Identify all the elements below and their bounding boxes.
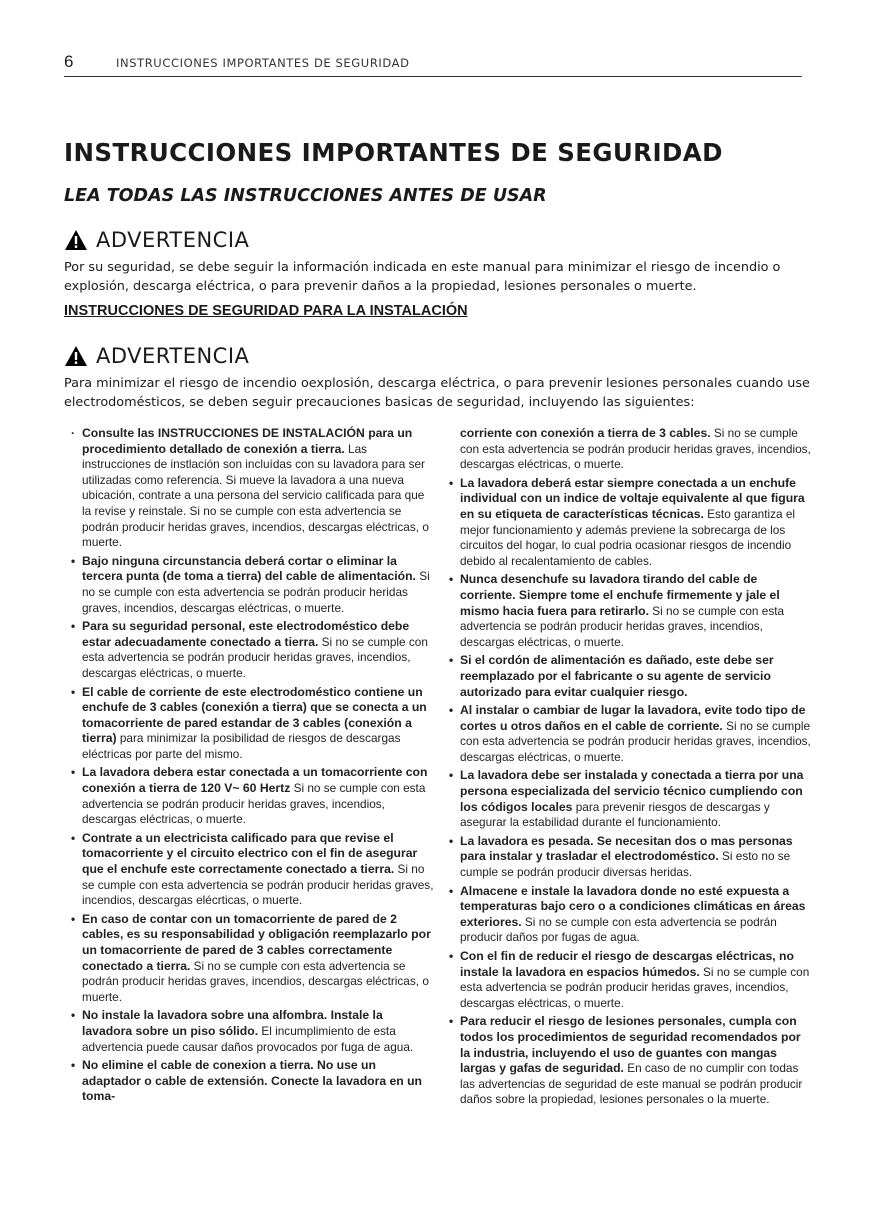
bullet-icon: •	[71, 684, 76, 699]
install-intro: Para minimizar el riesgo de incendio oexplosión, descarga eléctrica, o para prevenir lesiones personales cuando use electrodomésticos, se deben seguir precauciones basicas de seguridad, incluyendo las siguientes:	[64, 376, 810, 410]
item-text: Si no se cumple con esta advertencia se podrán producir heridas graves, incendios, descargas eléctricas, o muerte.	[460, 964, 810, 1010]
item-text: Si esto no se cumple se podrán producir diversas heridas.	[460, 849, 791, 880]
safety-list-item	[72, 1058, 434, 1105]
safety-list-item	[450, 653, 812, 700]
item-bold-text: Almacene e instale la lavadora donde no esté expuesta a temperaturas bajo cero o a condiciones climáticas en áreas exteriores.	[460, 883, 806, 929]
item-bold-text: Con el fin de reducir el riesgo de descargas eléctricas, no instale la lavadora en espacios húmedos.	[460, 949, 794, 979]
page-header	[64, 52, 802, 77]
safety-list-item	[72, 831, 434, 909]
item-bold-text: corriente con conexión a tierra de 3 cables.	[460, 426, 711, 440]
bullet-icon: •	[449, 572, 454, 587]
bullet-icon: •	[449, 703, 454, 718]
item-text: Si no se cumple con esta advertencia se podrán producir heridas graves, incendios, descargas eléctricas, o muerte.	[82, 569, 430, 615]
bullet-icon: •	[71, 1008, 76, 1023]
item-bold-text: Consulte las INSTRUCCIONES DE INSTALACIÓN para un procedimiento detallado de conexión a tierra.	[82, 426, 413, 456]
safety-intro: Por su seguridad, se debe seguir la información indicada en este manual para minimizar el riesgo de incendio o explosión, descarga eléctrica, o para prevenir daños a la propiedad, lesiones personales o muerte.	[64, 260, 781, 294]
safety-list-item	[450, 884, 812, 946]
item-text: para minimizar la posibilidad de riesgos de descargas eléctricas por parte del mismo.	[82, 731, 401, 761]
item-bold-text: La lavadora deberá estar siempre conectada a un enchufe individual con un indice de voltaje equivalente al que figura en su etiqueta de características técnicas.	[460, 475, 805, 521]
item-bold-text: Nunca desenchufe su lavadora tirando del cable de corriente. Siempre tome el enchufe firmemente y jale el mismo hacia fuera para retirarlo.	[460, 572, 780, 618]
bullet-icon: •	[71, 765, 76, 780]
bullet-icon: •	[449, 833, 454, 848]
safety-list-item-continued	[450, 426, 812, 473]
item-text: En caso de no cumplir con todas las advertencias de seguridad de este manual se podrán producir daños sobre la propiedad, lesiones personales o la muerte.	[460, 1061, 803, 1107]
item-bold-text: Al instalar o cambiar de lugar la lavadora, evite todo tipo de cortes u otros daños en el cable de corriente.	[460, 703, 806, 733]
item-bold-text: En caso de contar con un tomacorriente de pared de 2 cables, es su responsabilidad y obligación reemplazarlo por un tomacorriente de pared de 3 cables correctamente conectado a tierra.	[82, 911, 431, 973]
bullet-icon: •	[449, 768, 454, 783]
page-title: INSTRUCCIONES IMPORTANTES DE SEGURIDAD	[64, 138, 723, 167]
item-bold-text: Para su seguridad personal, este electrodoméstico debe estar adecuadamente conectado a tierra.	[82, 619, 410, 649]
item-bold-text: Si el cordón de alimentación es dañado, este debe ser reemplazado por el fabricante o su agente de servicio autorizado para evitar cualquier riesgo.	[460, 653, 774, 699]
item-text: Si no se cumple con esta advertencia se podrán producir heridas graves, incendios, descargas eléctricas, o muerte.	[460, 718, 811, 764]
bullet-icon: •	[449, 949, 454, 963]
bullet-icon: •	[449, 475, 454, 490]
safety-list-item	[72, 912, 434, 1006]
safety-list-item	[450, 768, 812, 830]
page-subtitle: LEA TODAS LAS INSTRUCCIONES ANTES DE USAR	[64, 186, 547, 206]
warning-label: ADVERTENCIA	[96, 228, 250, 252]
item-bold-text: La lavadora debe ser instalada y conectada a tierra por una persona especializada del servicio técnico cumpliendo con los códigos locales	[460, 768, 804, 814]
bullet-icon: •	[449, 653, 454, 668]
safety-list-item	[450, 949, 812, 1011]
warning-heading-2	[64, 344, 249, 368]
bullet-icon: ·	[71, 426, 75, 440]
safety-list-item	[450, 572, 812, 650]
item-text: Esto garantiza el mejor funcionamiento y además previene la sobrecarga de los circuitos del hogar, lo cual podria ocasionar riesgos de incendio debido al recalentamiento de cables.	[460, 506, 796, 568]
item-text: Las instrucciones de instlación son incluídas con su lavadora para ser utilizadas como referencia. Si mueve la lavadora a una nueva ubicación, contrate a una persona del servicio calificada para que la revise y reinstale. Si no se cumple con esta advertencia se podrán producir heridas graves, incendios, descargas eléctricas, o muerte.	[82, 441, 429, 550]
install-safety-heading: INSTRUCCIONES DE SEGURIDAD PARA LA INSTALACIÓN	[64, 303, 468, 319]
right-column	[450, 426, 812, 1111]
safety-list-item	[450, 1014, 812, 1108]
safety-list-item	[72, 1008, 434, 1055]
warning-triangle-icon	[64, 229, 88, 251]
bullet-icon: •	[71, 911, 76, 926]
item-text: Si no se cumple con esta advertencia se podrán producir daños por fugas de agua.	[460, 914, 777, 945]
bullet-icon: •	[71, 830, 76, 845]
safety-list-item	[450, 476, 812, 570]
item-text: El incumplimiento de esta advertencia puede causar daños provocados por fuga de agua.	[82, 1023, 414, 1054]
item-text: Si no se cumple con esta advertencia se podrán producir heridas graves, incendios, descargas eléctricas, o muerte.	[82, 634, 428, 680]
item-text: Si no se cumple con esta advertencia se podrán producir heridas graves, incendios, descargas eléctricas, o muerte.	[460, 426, 811, 472]
item-text: Si no se cumple con esta advertencia se podrán producir heridas graves, incendios, descargas eléctricas, o muerte.	[460, 603, 785, 649]
bullet-icon: •	[449, 1014, 454, 1029]
item-bold-text: La lavadora debera estar conectada a un tomacorriente con conexión a tierra de 120 V~ 60 Hertz	[82, 765, 428, 796]
item-text: Si no se cumple con esta advertencia se podrán producir heridas graves, incendios, descargas eléctricas, o muerte.	[82, 781, 426, 827]
safety-list-item	[72, 619, 434, 681]
item-bold-text: La lavadora es pesada. Se necesitan dos o mas personas para instalar y trasladar el electrodoméstico.	[460, 833, 793, 864]
safety-list-item	[72, 554, 434, 616]
warning-triangle-icon	[64, 345, 88, 367]
warning-heading-1	[64, 228, 249, 252]
safety-list-item	[72, 765, 434, 827]
item-bold-text: Para reducir el riesgo de lesiones personales, cumpla con todos los procedimientos de seguridad recomendados por la industria, incluyendo el uso de guantes con mangas largas y gafas de seguridad.	[460, 1014, 801, 1076]
left-column	[72, 426, 434, 1108]
item-text: Si no se cumple con esta advertencia se podrán producir heridas graves, incendios, descargas eléctricas, o muerte.	[82, 958, 429, 1004]
item-bold-text: Bajo ninguna circunstancia deberá cortar o eliminar la tercera punta (de toma a tierra) del cable de alimentación.	[82, 553, 416, 584]
warning-label: ADVERTENCIA	[96, 344, 250, 368]
item-bold-text: El cable de corriente de este electrodoméstico contiene un enchufe de 3 cables (conexión a tierra) que se conecta a un tomacorriente de pared estandar de 3 cables (conexión a tierra)	[82, 684, 427, 746]
bullet-icon: •	[71, 619, 76, 634]
bullet-icon: •	[71, 1058, 76, 1073]
safety-list-item	[450, 834, 812, 881]
item-bold-text: No elimine el cable de conexion a tierra. No use un adaptador o cable de extensión. Conecte la lavadora en un toma-	[82, 1058, 422, 1104]
header-title: INSTRUCCIONES IMPORTANTES DE SEGURIDAD	[116, 56, 410, 70]
bullet-icon: •	[449, 883, 454, 898]
item-bold-text: Contrate a un electricista calificado para que revise el tomacorriente y el circuito electrico con el fin de asegurar que el enchufe este correctamente conectado a tierra.	[82, 830, 418, 877]
item-text: para prevenir riesgos de descargas y asegurar la estabilidad durante el funcionamiento.	[460, 799, 770, 830]
page-number: 6	[64, 52, 74, 71]
safety-list-item	[450, 703, 812, 765]
item-bold-text: No instale la lavadora sobre una alfombra. Instale la lavadora sobre un piso sólido.	[82, 1008, 383, 1038]
safety-list-item	[72, 685, 434, 763]
item-text: Si no se cumple con esta advertencia se podrán producir heridas graves, incendios, descargas elécrticas, o muerte.	[82, 862, 434, 908]
safety-list-item	[72, 426, 434, 551]
bullet-icon: •	[71, 553, 76, 568]
